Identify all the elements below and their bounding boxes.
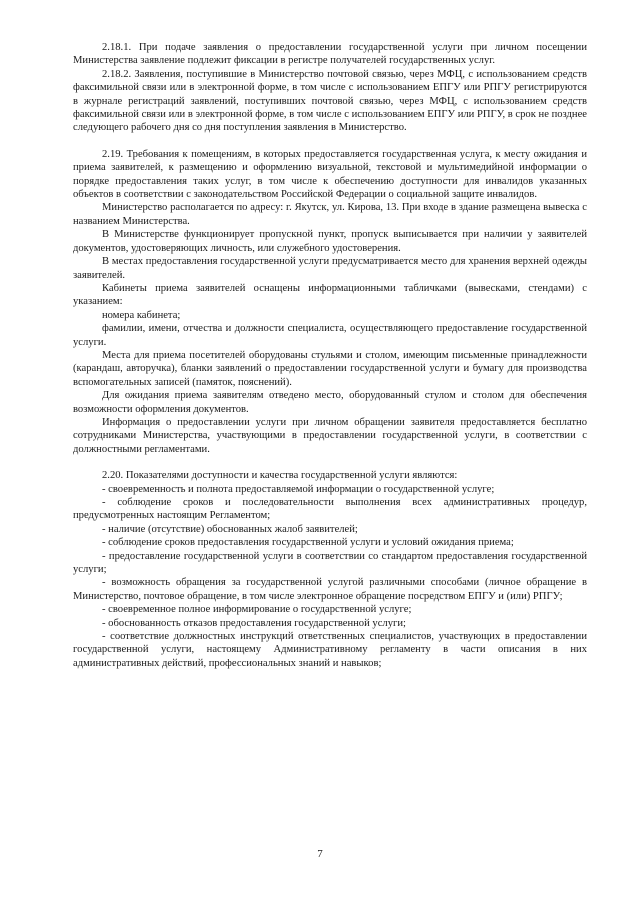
paragraph: - соблюдение сроков предоставления государственной услуги и условий ожидания приема;	[102, 537, 514, 549]
paragraph: Для ожидания приема заявителям отведено место, оборудованный стулом и столом для обеспечения возможности оформления документов.	[73, 390, 587, 415]
paragraph: фамилии, имени, отчества и должности специалиста, осуществляющего предоставление государственной услуги.	[73, 323, 587, 348]
paragraph: В местах предоставления государственной услуги предусматривается место для хранения верхней одежды заявителей.	[73, 256, 587, 281]
paragraph: 2.18.1. При подаче заявления о предоставлении государственной услуги при личном посещении Министерства заявление подлежит фиксации в регистре получателей государственных услуг.	[73, 42, 587, 67]
paragraph: Информация о предоставлении услуги при личном обращении заявителя предоставляется бесплатно сотрудниками Министерства, участвующими в предоставлении государственной услуги, в соответствии с должностными регламентами.	[73, 416, 587, 455]
paragraph: номера кабинета;	[102, 309, 181, 321]
paragraph: 2.20. Показателями доступности и качества государственной услуги являются:	[102, 470, 458, 482]
paragraph: - возможность обращения за государственной услугой различными способами (личное обращение в Министерство, почтовое обращение, в том числе электронное обращение посредством ЕПГУ и (или) РПГУ;	[73, 577, 587, 602]
paragraph: - своевременность и полнота предоставляемой информации о государственной услуге;	[102, 483, 495, 495]
paragraph: - обоснованность отказов предоставления государственной услуги;	[102, 617, 406, 629]
paragraph: Министерство располагается по адресу: г. Якутск, ул. Кирова, 13. При входе в здание размещена вывеска с названием Министерства.	[73, 202, 587, 227]
page-number: 7	[317, 848, 323, 860]
paragraph: 2.18.2. Заявления, поступившие в Министерство почтовой связью, через МФЦ, с использованием средств факсимильной связи или в электронной форме, в том числе с использованием ЕПГУ или РПГУ регистрируются в журнале регистраций заявлений, поступивших почтовой связью, через МФЦ, с использованием средств факсимильной связи или в электронной форме, в том числе с использованием ЕПГУ или РПГУ, в срок не позднее следующего рабочего дня со дня поступления заявления в Министерство.	[73, 68, 587, 134]
paragraph: - наличие (отсутствие) обоснованных жалоб заявителей;	[102, 523, 358, 535]
paragraph: Кабинеты приема заявителей оснащены информационными табличками (вывесками, стендами) с указанием:	[73, 282, 587, 308]
paragraph: Места для приема посетителей оборудованы стульями и столом, имеющим письменные принадлежности (карандаш, авторучка), бланки заявлений о предоставлении государственной услуги и бумагу для производства вспомогательных записей (памяток, пояснений).	[73, 349, 587, 388]
paragraph: 2.19. Требования к помещениям, в которых предоставляется государственная услуга, к месту ожидания и приема заявителей, к размещению и оформлению визуальной, текстовой и мультимедийной информации о порядке предоставления таких услуг, в том числе к обеспечению доступности для инвалидов указанных объектов в соответствии с законодательством Российской Федерации о социальной защите инвалидов.	[73, 148, 587, 201]
paragraph: - предоставление государственной услуги в соответствии со стандартом предоставления государственной услуги;	[73, 550, 587, 576]
paragraph: - соответствие должностных инструкций ответственных специалистов, участвующих в предоставлении государственной услуги, настоящему Административному регламенту в части описания в них административных действий, профессиональных знаний и навыков;	[73, 631, 587, 669]
page-body	[73, 41, 587, 670]
paragraph: - своевременное полное информирование о государственной услуге;	[102, 604, 412, 616]
paragraph: В Министерстве функционирует пропускной пункт, пропуск выписывается при наличии у заявителей документов, удостоверяющих личность, или служебного удостоверения.	[73, 229, 587, 254]
paragraph: - соблюдение сроков и последовательности выполнения всех административных процедур, предусмотренных настоящим Регламентом;	[73, 497, 587, 522]
